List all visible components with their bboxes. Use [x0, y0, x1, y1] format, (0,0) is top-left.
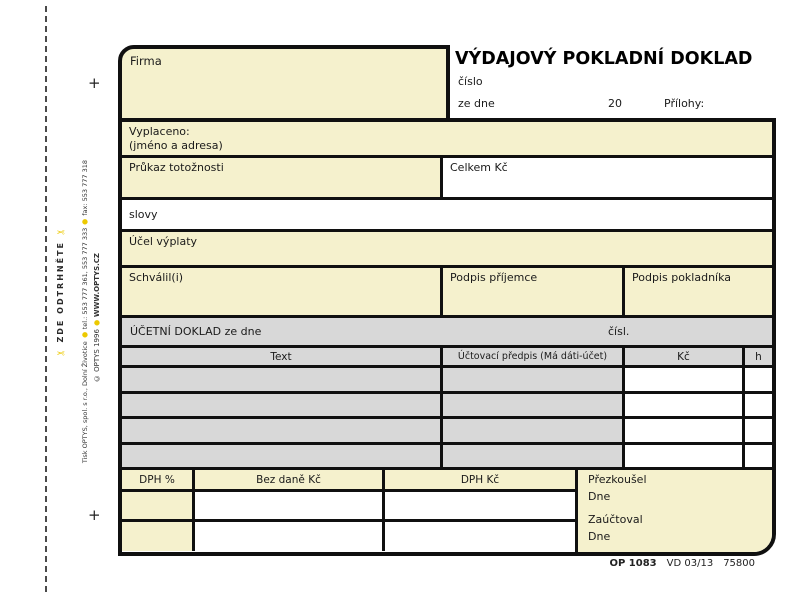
approved-by-label: Schválil(i) — [129, 271, 184, 284]
copyright-line — [93, 253, 101, 382]
h-cell[interactable] — [745, 419, 772, 442]
bullet-separator-icon: ● — [81, 217, 89, 226]
kc-cell[interactable] — [625, 419, 745, 442]
total-czk-label: Celkem Kč — [450, 161, 508, 174]
document-title: VÝDAJOVÝ POKLADNÍ DOKLAD — [455, 49, 753, 69]
website-text: WWW.OPTYS.CZ — [93, 253, 101, 318]
registration-plus-mark-bottom: + — [88, 506, 101, 524]
posting-cell[interactable] — [443, 394, 625, 416]
posting-cell[interactable] — [443, 445, 625, 467]
h-cell[interactable] — [745, 368, 772, 391]
approved-by-field[interactable] — [122, 268, 443, 315]
date-field-label: ze dne — [458, 97, 495, 110]
vat-amount-cell[interactable] — [385, 522, 575, 551]
text-cell[interactable] — [122, 368, 443, 391]
posting-cell[interactable] — [443, 419, 625, 442]
vat-row — [122, 522, 575, 551]
amount-in-words-label: slovy — [129, 208, 158, 221]
tear-here-text: ZDE ODTRHNĚTE — [56, 241, 65, 343]
table-row — [122, 445, 772, 470]
accounting-document-label: ÚČETNÍ DOKLAD ze dne — [130, 325, 262, 338]
vat-percent-cell[interactable] — [122, 492, 195, 519]
amount-in-words-field[interactable] — [122, 200, 772, 232]
copyright-text: © OPTYS 1996 — [93, 329, 101, 383]
printer-name: Tisk OPTYS, spol. s r.o., Dolní Životice — [81, 341, 89, 464]
kc-cell[interactable] — [625, 445, 745, 467]
h-cell[interactable] — [745, 394, 772, 416]
text-cell[interactable] — [122, 394, 443, 416]
tear-here-vertical-label — [55, 222, 66, 362]
table-row — [122, 419, 772, 445]
printer-phone: tel.: 553 777 361, 553 777 333 — [81, 227, 89, 330]
registration-plus-mark-top: + — [88, 74, 101, 92]
vat-base-header: Bez daně Kč — [195, 470, 385, 489]
company-field[interactable] — [118, 45, 450, 122]
recipient-signature-label: Podpis příjemce — [450, 271, 538, 284]
bullet-separator-icon: ● — [93, 319, 101, 328]
form-code: OP 1083 — [609, 558, 657, 569]
h-cell[interactable] — [745, 445, 772, 467]
vat-percent-cell[interactable] — [122, 522, 195, 551]
company-field-label: Firma — [130, 54, 162, 68]
year-prefix: 20 — [608, 97, 622, 110]
cashier-signature-field[interactable] — [625, 268, 772, 315]
number-field-label: číslo — [458, 75, 483, 88]
table-row — [122, 368, 772, 394]
recipient-signature-field[interactable] — [443, 268, 625, 315]
form-print-number: 75800 — [723, 558, 755, 569]
kc-cell[interactable] — [625, 394, 745, 416]
accounting-number-label: čísl. — [608, 325, 630, 338]
vat-base-cell[interactable] — [195, 492, 385, 519]
bullet-separator-icon: ● — [81, 331, 89, 340]
payment-purpose-label: Účel výplaty — [129, 235, 198, 248]
column-header-text: Text — [122, 348, 443, 365]
scissors-icon: ✂ — [55, 346, 66, 358]
text-cell[interactable] — [122, 419, 443, 442]
kc-cell[interactable] — [625, 368, 745, 391]
vat-percent-header: DPH % — [122, 470, 195, 489]
identity-card-field[interactable] — [122, 158, 443, 197]
vat-row — [122, 492, 575, 522]
review-box[interactable] — [575, 470, 772, 552]
vat-base-cell[interactable] — [195, 522, 385, 551]
posting-cell[interactable] — [443, 368, 625, 391]
accounting-document-bar — [122, 318, 772, 348]
vat-amount-header: DPH Kč — [385, 470, 575, 489]
checked-date-label: Dne — [588, 490, 611, 503]
payment-purpose-field[interactable] — [122, 232, 772, 268]
checked-by-label: Přezkoušel — [588, 473, 647, 486]
table-header-row — [122, 348, 772, 368]
signatures-row — [122, 268, 772, 318]
posted-date-label: Dne — [588, 530, 611, 543]
printer-fax: fax: 553 777 318 — [81, 160, 89, 216]
vat-amount-cell[interactable] — [385, 492, 575, 519]
posted-by-label: Zaúčtoval — [588, 513, 643, 526]
identity-total-row — [122, 158, 772, 200]
scissors-icon: ✂ — [55, 226, 66, 237]
total-czk-field[interactable] — [443, 158, 772, 197]
text-cell[interactable] — [122, 445, 443, 467]
form-body — [118, 118, 776, 556]
attachments-field-label: Přílohy: — [664, 97, 705, 110]
perforation-dashed-line — [45, 6, 47, 592]
column-header-kc: Kč — [625, 348, 745, 365]
cashier-signature-label: Podpis pokladníka — [632, 271, 732, 284]
identity-card-label: Průkaz totožnosti — [129, 161, 224, 174]
paid-to-field[interactable] — [122, 122, 772, 158]
form-footer — [540, 558, 755, 569]
table-row — [122, 394, 772, 419]
column-header-posting: Účtovací předpis (Má dáti-účet) — [443, 348, 625, 365]
printer-info-line — [81, 160, 89, 463]
paid-to-label: Vyplaceno: (jméno a adresa) — [129, 125, 223, 152]
form-version: VD 03/13 — [666, 558, 714, 569]
column-header-h: h — [745, 348, 772, 365]
